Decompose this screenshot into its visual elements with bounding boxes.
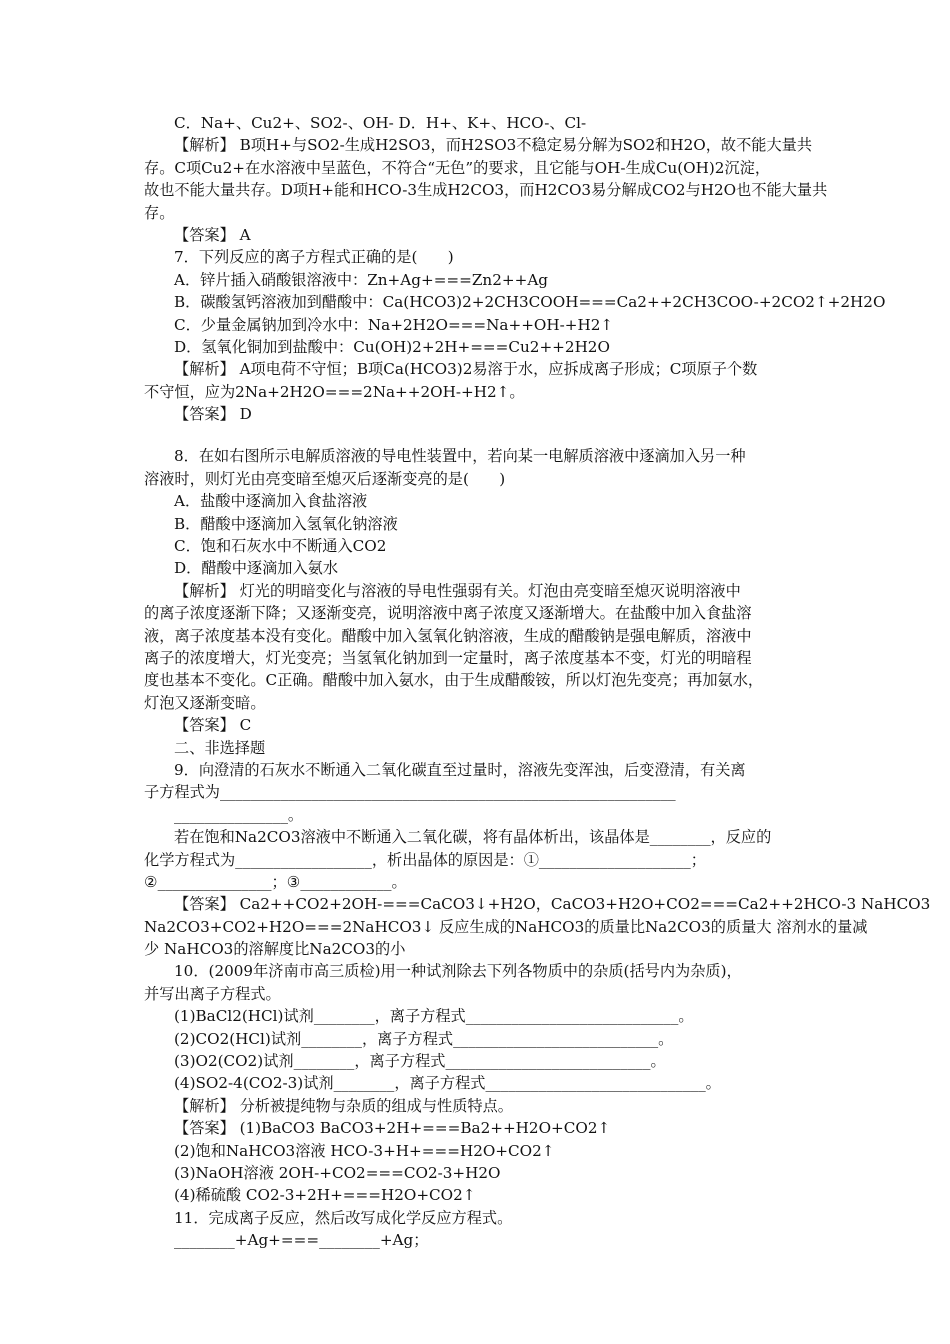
- text-line: 子方程式为____________________________________________________________: [144, 783, 676, 802]
- text-line: B．醋酸中逐滴加入氢氧化钠溶液: [174, 514, 398, 533]
- text-line: ②_______________；③____________。: [144, 872, 407, 891]
- text-line: 故也不能大量共存。D项H+能和HCO-3生成H2CO3，而H2CO3易分解成CO2与H2O也不能大量共: [144, 181, 828, 200]
- text-line: 溶液时，则灯光由亮变暗至熄灭后逐渐变亮的是( ): [144, 469, 506, 488]
- text-line: ________+Ag+===________+Ag；: [174, 1231, 429, 1250]
- text-line: A．盐酸中逐滴加入食盐溶液: [174, 492, 368, 511]
- text-line: Na2CO3+CO2+H2O===2NaHCO3↓ 反应生成的NaHCO3的质量比Na2CO3的质量大 溶剂水的量减: [144, 917, 868, 936]
- text-line: 8．在如右图所示电解质溶液的导电性装置中，若向某一电解质溶液中逐滴加入另一种: [174, 447, 746, 466]
- text-line: 【解析】 A项电荷不守恒；B项Ca(HCO3)2易溶于水，应拆成离子形成；C项原子个数: [174, 360, 758, 379]
- text-line: 不守恒，应为2Na+2H2O===2Na++2OH-+H2↑。: [144, 382, 525, 401]
- text-line: D．醋酸中逐滴加入氨水: [174, 559, 339, 578]
- text-line: 【答案】 A: [174, 225, 251, 244]
- text-line: 【解析】 分析被提纯物与杂质的组成与性质特点。: [174, 1096, 513, 1115]
- text-line: 9．向澄清的石灰水不断通入二氧化碳直至过量时，溶液先变浑浊，后变澄清，有关离: [174, 760, 746, 779]
- text-line: (3)O2(CO2)试剂________，离子方程式___________________________。: [174, 1052, 666, 1071]
- text-line: (4)SO2-4(CO2-3)试剂________，离子方程式_____________________________。: [174, 1074, 721, 1093]
- text-line: D．氢氧化铜加到盐酸中：Cu(OH)2+2H+===Cu2++2H2O: [174, 337, 610, 356]
- text-line: 少 NaHCO3的溶解度比Na2CO3的小: [144, 940, 406, 959]
- text-line: 度也基本不变化。C正确。醋酸中加入氨水，由于生成醋酸铵，所以灯泡先变亮；再加氨水，: [144, 671, 764, 690]
- text-line: B．碳酸氢钙溶液加到醋酸中：Ca(HCO3)2+2CH3COOH===Ca2++2CH3COO-+2CO2↑+2H2O: [174, 293, 886, 312]
- text-line: A．锌片插入硝酸银溶液中：Zn+Ag+===Zn2++Ag: [174, 270, 549, 289]
- text-line: C．少量金属钠加到冷水中：Na+2H2O===Na++OH-+H2↑: [174, 315, 614, 334]
- text-line: 化学方程式为__________________，析出晶体的原因是：①____________________；: [144, 850, 706, 869]
- spacer: [144, 425, 810, 445]
- text-line: (3)NaOH溶液 2OH-+CO2===CO2-3+H2O: [174, 1163, 501, 1182]
- text-line: 11．完成离子反应，然后改写成化学反应方程式。: [174, 1208, 513, 1227]
- text-line: C．饱和石灰水中不断通入CO2: [174, 537, 387, 556]
- text-line: (4)稀硫酸 CO2-3+2H+===H2O+CO2↑: [174, 1186, 476, 1205]
- text-line: 并写出离子方程式。: [144, 984, 281, 1003]
- text-line: 离子的浓度增大，灯光变亮；当氢氧化钠加到一定量时，离子浓度基本不变，灯光的明暗程: [144, 648, 752, 667]
- text-line: 10．(2009年济南市高三质检)用一种试剂除去下列各物质中的杂质(括号内为杂质)，: [174, 962, 742, 981]
- text-line: (2)CO2(HCl)试剂________，离子方程式___________________________。: [174, 1029, 674, 1048]
- text-line: 存。: [144, 203, 175, 222]
- text-line: 灯泡又逐渐变暗。: [144, 693, 266, 712]
- text-line: 液，离子浓度基本没有变化。醋酸中加入氢氧化钠溶液，生成的醋酸钠是强电解质，溶液中: [144, 626, 752, 645]
- text-line: 存。C项Cu2+在水溶液中呈蓝色，不符合“无色”的要求，且它能与OH-生成Cu(OH)2沉淀，: [144, 158, 771, 177]
- text-line: 的离子浓度逐渐下降；又逐渐变亮，说明溶液中离子浓度又逐渐增大。在盐酸中加入食盐溶: [144, 604, 752, 623]
- text-line: (1)BaCl2(HCl)试剂________，离子方程式____________________________。: [174, 1007, 694, 1026]
- document-page: [144, 112, 931, 1252]
- text-line: (2)饱和NaHCO3溶液 HCO-3+H+===H2O+CO2↑: [174, 1141, 555, 1160]
- text-line: 【答案】 D: [174, 405, 252, 424]
- text-line: 【答案】 (1)BaCO3 BaCO3+2H+===Ba2++H2O+CO2↑: [174, 1119, 611, 1138]
- text-line: C．Na+、Cu2+、SO2-、OH- D．H+、K+、HCO-、Cl-: [174, 114, 587, 132]
- text-line: _______________。: [174, 805, 304, 824]
- text-line: 【解析】 B项H+与SO2-生成H2SO3，而H2SO3不稳定易分解为SO2和H2O，故不能大量共: [174, 136, 813, 155]
- text-line: 【解析】 灯光的明暗变化与溶液的导电性强弱有关。灯泡由亮变暗至熄灭说明溶液中: [174, 581, 741, 600]
- text-line: 若在饱和Na2CO3溶液中不断通入二氧化碳，将有晶体析出，该晶体是________，反应的: [174, 828, 772, 847]
- text-line: 二、非选择题: [174, 738, 266, 757]
- text-line: 【答案】 Ca2++CO2+2OH-===CaCO3↓+H2O，CaCO3+H2O+CO2===Ca2++2HCO-3 NaHCO3: [174, 895, 931, 914]
- text-line: 7．下列反应的离子方程式正确的是( ): [174, 248, 454, 267]
- text-line: 【答案】 C: [174, 716, 252, 735]
